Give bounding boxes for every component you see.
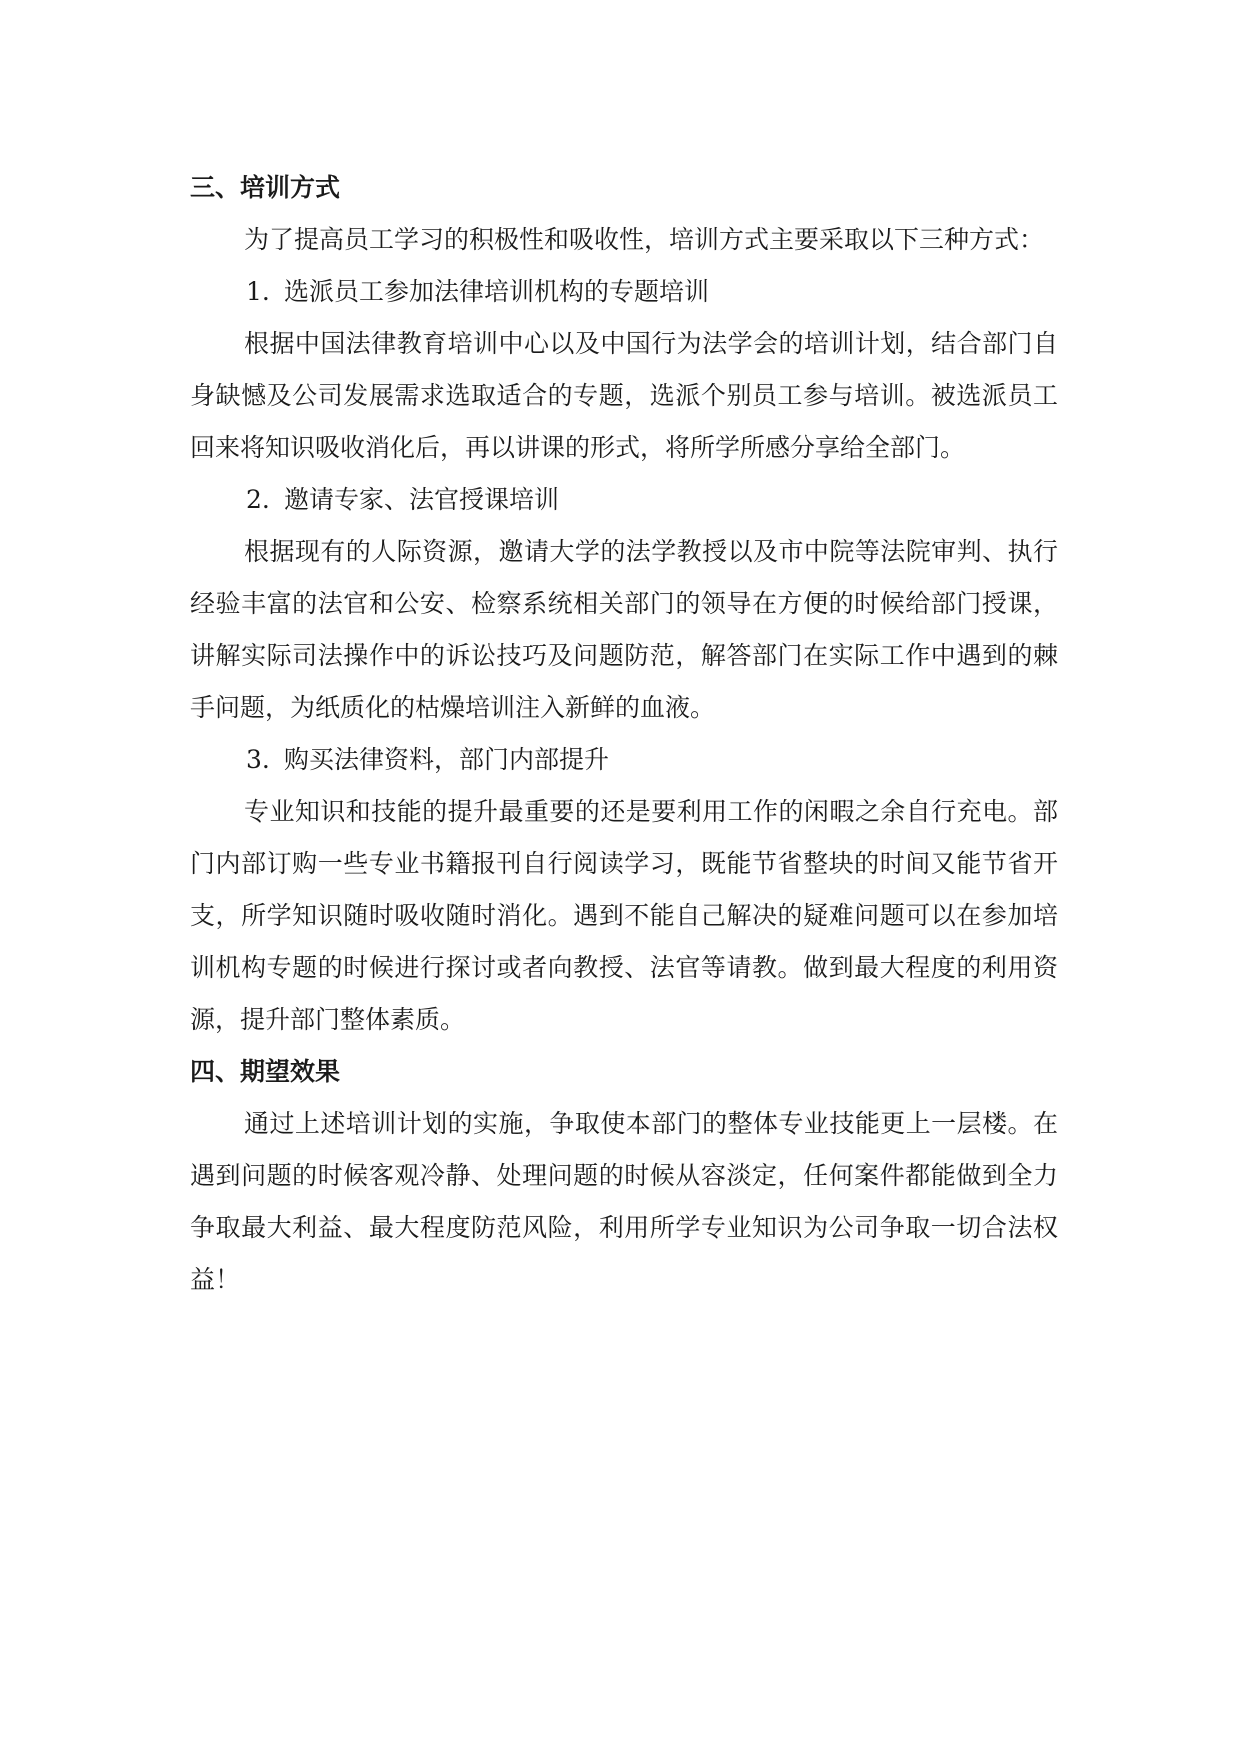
list-item-paragraph: 根据中国法律教育培训中心以及中国行为法学会的培训计划，结合部门自身缺憾及公司发展需求选取适合的专题，选派个别员工参与培训。被选派员工回来将知识吸收消化后，再以讲课的形式，将所学所感分享给全部门。 (190, 329, 1058, 462)
list-item-paragraph: 专业知识和技能的提升最重要的还是要利用工作的闲暇之余自行充电。部门内部订购一些专业书籍报刊自行阅读学习，既能节省整块的时间又能节省开支，所学知识随时吸收随时消化。遇到不能自己解决的疑难问题可以在参加培训机构专题的时候进行探讨或者向教授、法官等请教。做到最大程度的利用资源，提升部门整体素质。 (190, 797, 1058, 1034)
list-item-title (190, 266, 1058, 318)
list-item-number: 2. (246, 485, 270, 514)
section-intro-paragraph: 为了提高员工学习的积极性和吸收性，培训方式主要采取以下三种方式： (244, 225, 1045, 254)
list-item-label: 购买法律资料，部门内部提升 (284, 745, 610, 774)
list-item-title (190, 734, 1058, 786)
document-body (190, 162, 1058, 1306)
list-item-label: 选派员工参加法律培训机构的专题培训 (284, 277, 710, 306)
section-heading-training-methods: 三、培训方式 (190, 173, 341, 202)
list-item-paragraph: 根据现有的人际资源，邀请大学的法学教授以及市中院等法院审判、执行经验丰富的法官和公安、检察系统相关部门的领导在方便的时候给部门授课，讲解实际司法操作中的诉讼技巧及问题防范，解答部门在实际工作中遇到的棘手问题，为纸质化的枯燥培训注入新鲜的血液。 (190, 537, 1058, 722)
list-item-number: 1. (246, 277, 270, 306)
section-body-paragraph: 通过上述培训计划的实施，争取使本部门的整体专业技能更上一层楼。在遇到问题的时候客观冷静、处理问题的时候从容淡定，任何案件都能做到全力争取最大利益、最大程度防范风险，利用所学专业知识为公司争取一切合法权益！ (190, 1109, 1058, 1294)
list-item-number: 3. (246, 745, 270, 774)
section-heading-expected-results: 四、期望效果 (190, 1057, 341, 1086)
list-item-title (190, 474, 1058, 526)
list-item-label: 邀请专家、法官授课培训 (284, 485, 560, 514)
